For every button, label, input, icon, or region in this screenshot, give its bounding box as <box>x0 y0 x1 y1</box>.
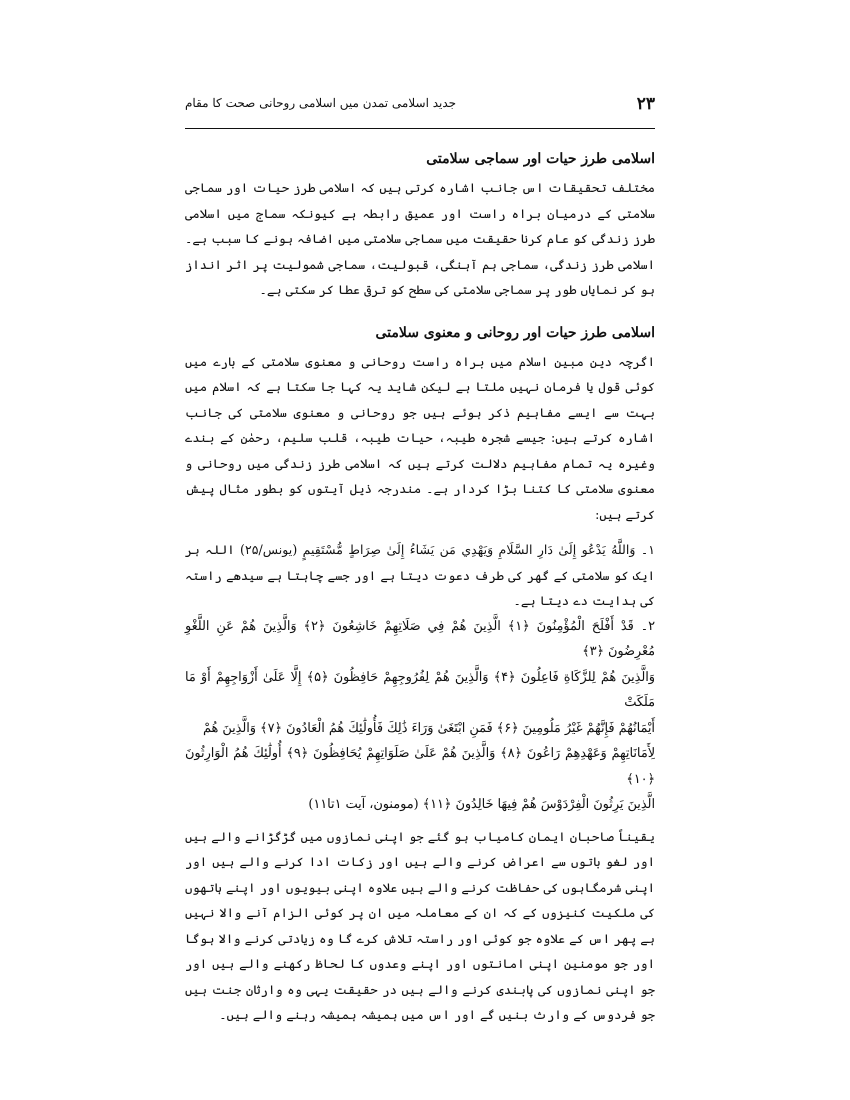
verse-2-line-2: وَالَّذِينَ هُمْ لِلزَّكَاةِ فَاعِلُونَ ﴿۴﴾ وَالَّذِينَ هُمْ لِفُرُوجِهِمْ حَافِظُونَ ﴿۵﴾ إِلَّا عَلَىٰ أَزْوَاجِهِمْ أَوْ مَا مَلَكَتْ <box>185 669 655 710</box>
running-title: جدید اسلامی تمدن میں اسلامی روحانی صحت کا مقام <box>185 96 457 110</box>
verse-2-line-4: لِأَمَانَاتِهِمْ وَعَهْدِهِمْ رَاعُونَ ﴿۸﴾ وَالَّذِينَ هُمْ عَلَىٰ صَلَوَاتِهِمْ يُحَافِظُونَ ﴿۹﴾ أُولَٰئِكَ هُمُ الْوَارِثُونَ ﴿۱۰﴾ <box>185 746 655 787</box>
paragraph-social-wellbeing: مختلف تحقیقات اس جانب اشارہ کرتی ہیں کہ اسلامی طرز حیات اور سماجی سلامتی کے درمیان براہ راست اور عمیق رابطہ ہے کیونکہ سماج میں اسلامی طرز زندگی کو عام کرنا حقیقت میں سماجی سلامتی میں اضافہ ہونے کا سبب ہے۔ اسلامی طرز زندگی، سماجی ہم آہنگی، قبولیت، سماجی شمولیت پر اثر انداز ہو کر نمایاں طور پر سماجی سلامتی کی سطح کو ترقی عطا کر سکتی ہے۔ <box>185 180 655 297</box>
verse-2-line-3: أَيْمَانُهُمْ فَإِنَّهُمْ غَيْرُ مَلُومِينَ ﴿۶﴾ فَمَنِ ابْتَغَىٰ وَرَاءَ ذَٰلِكَ فَأُولَٰئِكَ هُمُ الْعَادُونَ ﴿۷﴾ وَالَّذِينَ هُمْ <box>203 720 655 736</box>
verse-1-yunus: ۱۔ وَاللَّهُ يَدْعُو إِلَىٰ دَارِ السَّلَامِ وَيَهْدِي مَن يَشَاءُ إِلَىٰ صِرَاطٍ مُّسْتَقِيمٍ (یونس/۲۵) اللہ ہر ایک کو سلامتی کے گھر کی طرف دعوت دیتا ہے اور جسے چاہتا ہے سیدھے راستہ کی ہدایت دے دیتا ہے۔ <box>185 542 656 608</box>
section-heading-social-wellbeing: اسلامی طرز حیات اور سماجی سلامتی <box>426 151 655 167</box>
running-header <box>185 88 655 129</box>
page-number: ۲۳ <box>636 94 655 114</box>
translation-paragraph: یقیناً صاحبان ایمان کامیاب ہو گئے جو اپنی نمازوں میں گڑگڑانے والے ہیں اور لغو باتوں سے اعراض کرنے والے ہیں اور زکات ادا کرنے والے ہیں اور اپنی شرمگاہوں کی حفاظت کرنے والے ہیں علاوہ اپنی بیویوں اور اپنے ہاتھوں کی ملکیت کنیزوں کے کہ ان کے معاملہ میں ان پر کوئی الزام آنے والا نہیں ہے پھر اس کے علاوہ جو کوئی اور راستہ تلاش کرے گا وہ زیادتی کرنے والا ہوگا اور جو مومنین اپنی امانتوں اور اپنے وعدوں کا لحاظ رکھنے والے ہیں اور جو اپنی نمازوں کی پابندی کرنے والے ہیں در حقیقت یہی وہ وارثان جنت ہیں جو فردوس کے وارث بنیں گے اور اس میں ہمیشہ ہمیشہ رہنے والے ہیں۔ <box>185 828 655 1022</box>
section-heading-spiritual-wellbeing: اسلامی طرز حیات اور روحانی و معنوی سلامتی <box>375 324 655 341</box>
verse-2-line-1: ۲۔ قَدْ أَفْلَحَ الْمُؤْمِنُونَ ﴿۱﴾ الَّذِينَ هُمْ فِي صَلَاتِهِمْ خَاشِعُونَ ﴿۲﴾ وَالَّذِينَ هُمْ عَنِ اللَّغْوِ مُعْرِضُونَ ﴿۳﴾ <box>185 618 656 659</box>
verse-2-line-5: الَّذِينَ يَرِثُونَ الْفِرْدَوْسَ هُمْ فِيهَا خَالِدُونَ ﴿۱۱﴾ (مومنون، آیت ۱تا۱۱) <box>308 797 655 812</box>
book-page <box>185 88 655 1028</box>
paragraph-spiritual-wellbeing: اگرچہ دین مبین اسلام میں براہ راست روحانی و معنوی سلامتی کے بارے میں کوئی قول یا فرمان نہیں ملتا ہے لیکن شاید یہ کہا جا سکتا ہے کہ اسلام میں بہت سے ایسے مفاہیم ذکر ہوئے ہیں جو روحانی و معنوی سلامتی کی جانب اشارہ کرتے ہیں: جیسے شجرہ طیبہ، حیات طیبہ، قلب سلیم، رحمٰن کے بندے وغیرہ یہ تمام مفاہیم دلالت کرتے ہیں کہ اسلامی طرز زندگی میں روحانی و معنوی سلامتی کا کتنا بڑا کردار ہے۔ مندرجہ ذیل آیتوں کو بطور مثال پیش کرتے ہیں: <box>185 353 655 522</box>
